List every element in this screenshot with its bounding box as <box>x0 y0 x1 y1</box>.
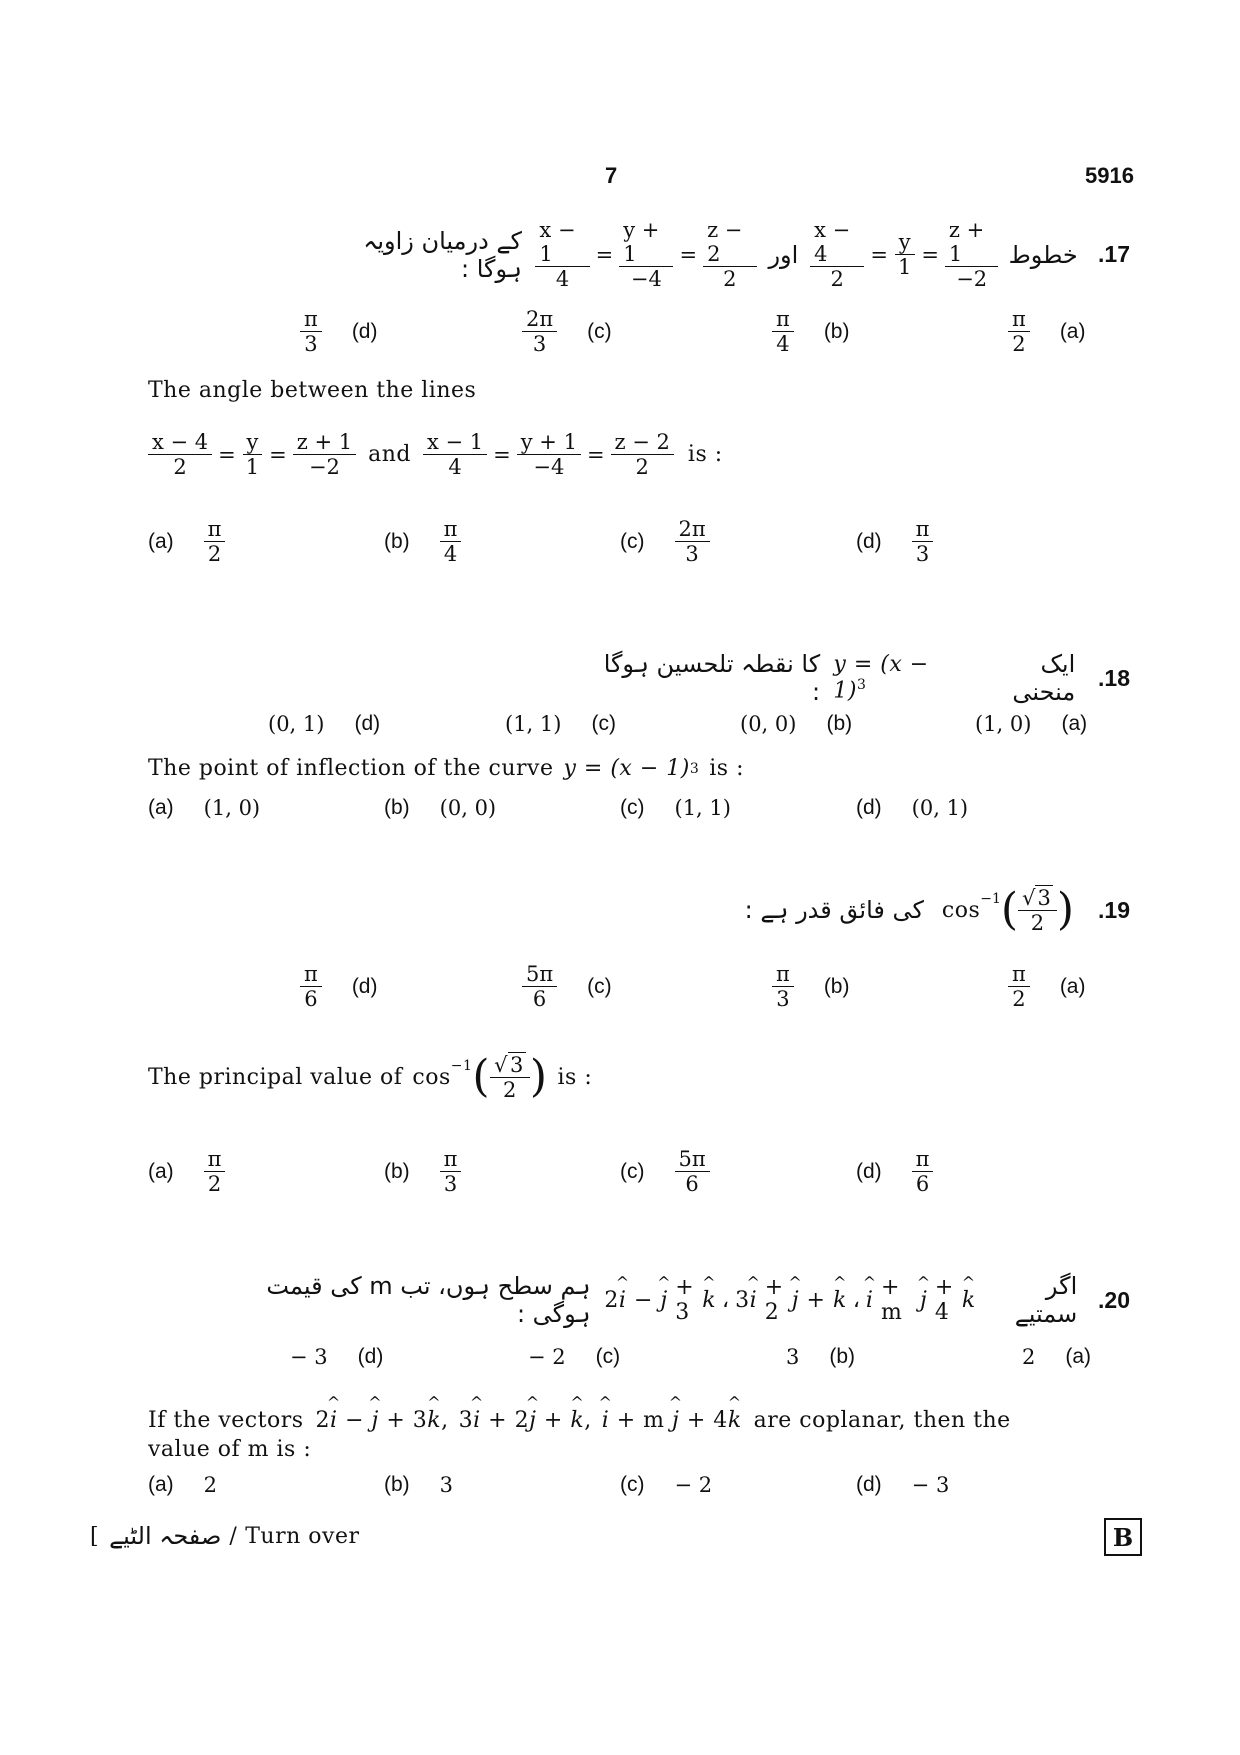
q19-urdu-post: کی فائق قدر ہے : <box>744 896 924 925</box>
q18-u-opt-d: (0, 1) (d) <box>268 712 381 736</box>
q17-en-text: The angle between the lines <box>148 378 477 403</box>
q20-number: .20 <box>1098 1286 1130 1313</box>
q18-en-opt-d: (d) (0, 1) <box>856 796 969 820</box>
q19-u-expr: cos −1 ( $\frac{√3}{2}$ ) <box>941 884 1075 936</box>
q20-urdu-pre: اگر سمتیے <box>1014 1272 1078 1328</box>
q19-en-opt-c: (c) $\frac{5\pi}{6}$ <box>620 1147 710 1196</box>
q17-u-opt-b: $\frac{\pi}{4}$ (b) <box>772 307 849 356</box>
q19-u-opt-b: $\frac{\pi}{3}$ (b) <box>772 962 849 1011</box>
page-number: 7 <box>605 163 618 188</box>
q18-en-line: The point of inflection of the curve y = (x − 1) 3 is : <box>148 756 744 781</box>
q17-en-opt-a: (a) $\frac{\pi}{2}$ <box>148 517 225 566</box>
q17-en-opt-c: (c) $\frac{2\pi}{3}$ <box>620 517 710 566</box>
q19-en-opt-a: (a) $\frac{\pi}{2}$ <box>148 1147 225 1196</box>
q19-u-opt-c: $\frac{5\pi}{6}$ (c) <box>522 962 612 1011</box>
q19-en-opt-b: (b) $\frac{\pi}{3}$ <box>384 1147 461 1196</box>
q17-en-equation: $\frac{x - 4}{2}$ = $\frac{y}{1}$ = $\frac{z + 1}{-2}$ and $\frac{x - 1}{4}$ = $\frac{y + 1}{-4}$ = $\frac{z - 2}{2}$ is : <box>148 430 723 479</box>
q17-u-l1a: $\frac{x - 4}{2}$ <box>810 218 864 291</box>
version-box: B <box>1104 1518 1142 1556</box>
q20-en-line2: value of m is : <box>148 1437 312 1462</box>
q20-u-vectors: 2 ^ i − ^ j + 3 ^ k ، 3 ^ i + 2 ^ j + ^ k ، ^ i + m ^ j + 4 ^ k <box>604 1275 975 1325</box>
q17-urdu-pre: خطوط <box>1008 240 1078 269</box>
q19-u-opt-a: $\frac{\pi}{2}$ (a) <box>1008 962 1085 1011</box>
q18-en-opt-a: (a) (1, 0) <box>148 796 261 820</box>
q19-urdu-line <box>600 885 1130 935</box>
q18-number: .18 <box>1098 664 1130 691</box>
q18-urdu-post: کا نقطہ تلحسین ہوگا : <box>603 650 821 706</box>
q20-u-opt-c: − 2 (c) <box>528 1345 621 1369</box>
q20-urdu-post: ہم سطح ہوں، تب m کی قیمت ہوگی : <box>266 1272 591 1328</box>
q20-u-opt-b: 3 (b) <box>786 1345 856 1369</box>
q17-u-l2a: $\frac{x - 1}{4}$ <box>535 218 589 291</box>
turn-over: [ صفحہ الٹیے / Turn over <box>90 1522 360 1550</box>
q17-u-opt-a: $\frac{\pi}{2}$ (a) <box>1008 307 1085 356</box>
q18-curve: $y = (x - 1)^3$ <box>833 652 929 704</box>
q19-en-line: The principal value of cos $^{-1}$ ( $\frac{√3}{2}$ ) is : <box>148 1051 593 1103</box>
q20-en-opt-b: (b) 3 <box>384 1473 454 1497</box>
q20-en-opt-a: (a) 2 <box>148 1473 218 1497</box>
q17-u-l2c: $\frac{z - 2}{2}$ <box>703 218 757 291</box>
q18-u-opt-a: (1, 0) (a) <box>975 712 1088 736</box>
q18-u-opt-c: (1, 1) (c) <box>505 712 616 736</box>
q20-en-line1: If the vectors 2 ^ i − ^ j + 3 ^ k , 3 ^ i + 2 ^ j + ^ k , ^ i + m ^ j + 4 ^ k are coplanar, then the <box>148 1408 1011 1433</box>
q17-urdu-and: اور <box>768 240 799 269</box>
q19-en-opt-d: (d) $\frac{\pi}{6}$ <box>856 1147 933 1196</box>
q18-urdu-line <box>600 650 1130 706</box>
q19-u-opt-d: $\frac{\pi}{6}$ (d) <box>300 962 377 1011</box>
q18-urdu-pre: ایک منحنی <box>1012 650 1076 706</box>
q19-number: .19 <box>1098 896 1130 923</box>
q20-u-opt-a: 2 (a) <box>1022 1345 1092 1369</box>
q17-u-l1b: $\frac{y}{1}$ <box>894 230 915 279</box>
q20-urdu-line <box>240 1272 1130 1328</box>
q18-u-opt-b: (0, 0) (b) <box>740 712 853 736</box>
q18-en-opt-c: (c) (1, 1) <box>620 796 731 820</box>
q17-u-opt-d: $\frac{\pi}{3}$ (d) <box>300 307 377 356</box>
q17-u-l2b: $\frac{y + 1}{-4}$ <box>619 218 673 291</box>
q17-en-opt-d: (d) $\frac{\pi}{3}$ <box>856 517 933 566</box>
q20-en-opt-d: (d) − 3 <box>856 1473 950 1497</box>
q17-en-opt-b: (b) $\frac{\pi}{4}$ <box>384 517 461 566</box>
q17-u-l1c: $\frac{z + 1}{-2}$ <box>945 218 999 291</box>
q20-en-opt-c: (c) − 2 <box>620 1473 713 1497</box>
q17-urdu-line: کے درمیان زاویہ ہوگا : $\frac{x - 1}{4}$ = $\frac{y + 1}{-4}$ = $\frac{z - 2}{2}$ اور $\frac{x - 4}{2}$ = $\frac{y}{1}$ = $\frac{z + 1}{-2}$ خطوط .17 <box>330 218 1130 291</box>
q17-u-opt-c: $\frac{2\pi}{3}$ (c) <box>522 307 612 356</box>
q17-number: .17 <box>1098 241 1130 268</box>
q20-u-opt-d: − 3 (d) <box>290 1345 384 1369</box>
q17-urdu-post: کے درمیان زاویہ ہوگا : <box>363 226 522 283</box>
paper-code: 5916 <box>1085 163 1134 188</box>
q18-en-opt-b: (b) (0, 0) <box>384 796 497 820</box>
